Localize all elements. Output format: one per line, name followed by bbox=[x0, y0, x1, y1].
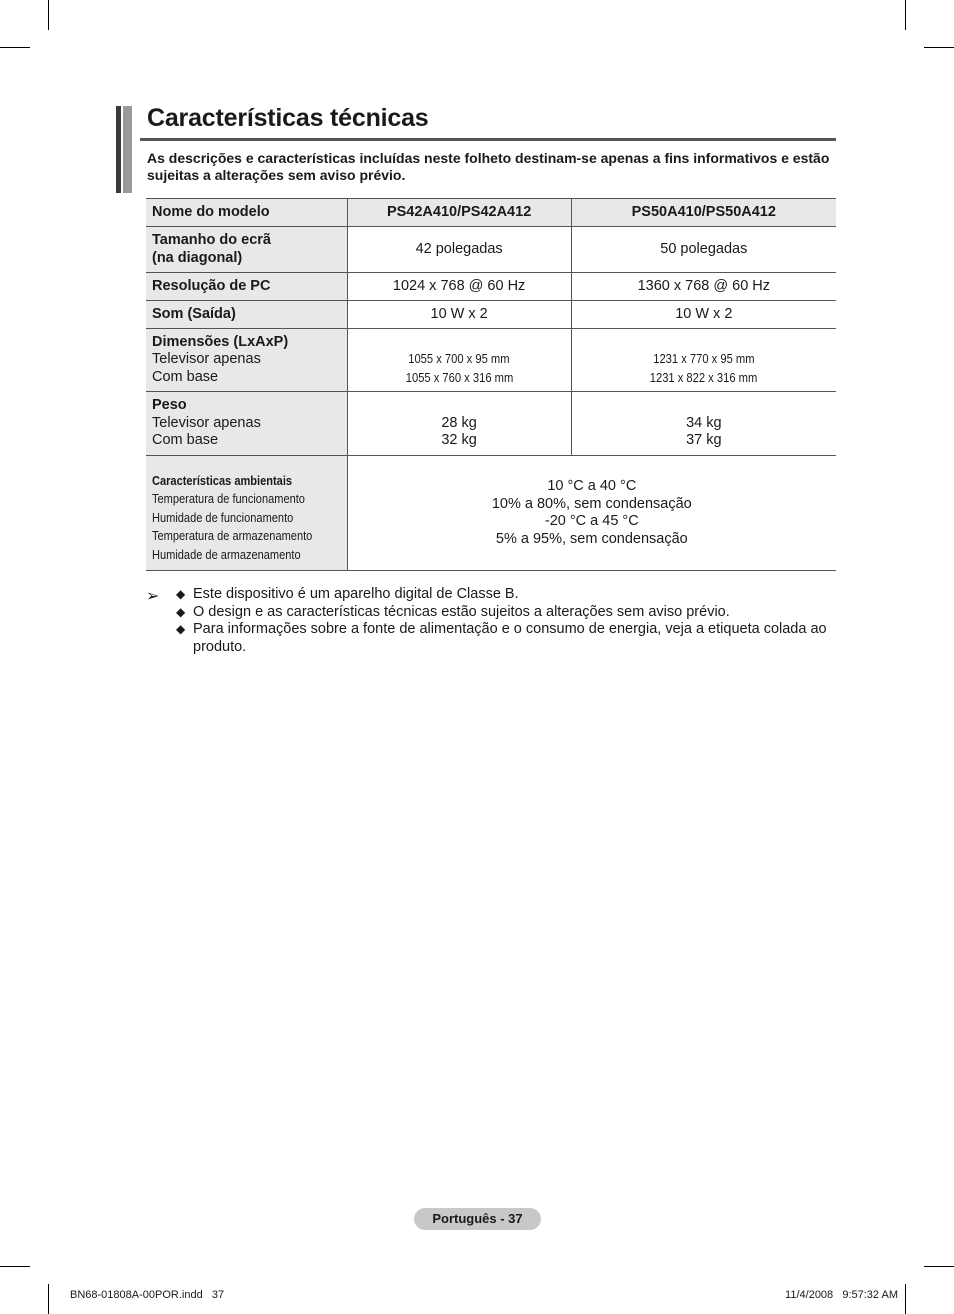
cell-value: 10 W x 2 bbox=[571, 301, 836, 329]
table-row bbox=[146, 329, 836, 392]
note-text: Para informações sobre a fonte de alimentação e o consumo de energia, veja a etiqueta colada ao produto. bbox=[193, 621, 827, 655]
cell-value bbox=[347, 392, 571, 456]
page-title: Características técnicas bbox=[147, 104, 429, 132]
row-label-title: Dimensões (LxAxP) bbox=[152, 333, 289, 350]
cell-value-line: 34 kg bbox=[686, 414, 722, 431]
row-label-sub: Com base bbox=[152, 432, 219, 449]
crop-mark bbox=[924, 47, 954, 48]
table-row bbox=[146, 273, 836, 301]
row-label-sub: Temperatura de armazenamento bbox=[152, 528, 313, 544]
crop-mark bbox=[905, 1284, 906, 1314]
table-row bbox=[146, 227, 836, 273]
note-text: Este dispositivo é um aparelho digital de Classe B. bbox=[193, 586, 519, 602]
list-item bbox=[176, 604, 836, 622]
cell-value-line: 1055 x 760 x 316 mm bbox=[405, 369, 513, 385]
diamond-bullet-icon: ◆ bbox=[176, 587, 186, 601]
arrow-icon: ➢ bbox=[146, 588, 160, 605]
row-label-sub: Temperatura de funcionamento bbox=[152, 491, 305, 507]
crop-mark bbox=[48, 1284, 49, 1314]
cell-value-line: -20 °C a 45 °C bbox=[544, 513, 639, 529]
row-label-line: Tamanho do ecrã bbox=[152, 232, 271, 248]
cell-value: 42 polegadas bbox=[347, 227, 571, 273]
diamond-bullet-icon: ◆ bbox=[176, 605, 186, 619]
cell-value-line: 28 kg bbox=[441, 414, 477, 431]
cell-value: 10 W x 2 bbox=[347, 301, 571, 329]
diamond-bullet-icon: ◆ bbox=[176, 622, 186, 636]
page-number-badge: Português - 37 bbox=[414, 1208, 541, 1230]
list-item bbox=[176, 586, 836, 604]
footer-datetime: 11/4/2008 9:57:32 AM bbox=[785, 1289, 898, 1301]
row-label bbox=[146, 329, 347, 392]
cell-value bbox=[347, 329, 571, 392]
cell-value bbox=[571, 329, 836, 392]
section-marker-light bbox=[123, 106, 132, 193]
table-row bbox=[146, 301, 836, 329]
row-label: Nome do modelo bbox=[146, 199, 347, 227]
crop-mark bbox=[48, 0, 49, 30]
table-row bbox=[146, 199, 836, 227]
row-label-sub: Televisor apenas bbox=[152, 351, 261, 368]
cell-value bbox=[571, 392, 836, 456]
crop-mark bbox=[905, 0, 906, 30]
list-item bbox=[176, 621, 836, 656]
cell-value-line: 32 kg bbox=[441, 432, 477, 449]
table-row bbox=[146, 456, 836, 571]
cell-value-line: 1231 x 822 x 316 mm bbox=[650, 369, 758, 385]
section-marker-dark bbox=[116, 106, 121, 193]
section-marker bbox=[116, 106, 132, 193]
cell-value-line: 1231 x 770 x 95 mm bbox=[653, 351, 755, 367]
crop-mark bbox=[924, 1266, 954, 1267]
row-label-sub: Com base bbox=[152, 368, 219, 385]
cell-value: 1360 x 768 @ 60 Hz bbox=[571, 273, 836, 301]
model-header-2: PS50A410/PS50A412 bbox=[571, 199, 836, 227]
row-label bbox=[146, 392, 347, 456]
specs-table bbox=[146, 198, 836, 571]
cell-value bbox=[347, 456, 836, 571]
cell-value-line: 10 °C a 40 °C bbox=[547, 478, 637, 494]
cell-value: 50 polegadas bbox=[571, 227, 836, 273]
row-label-sub: Humidade de armazenamento bbox=[152, 546, 301, 562]
cell-value: 1024 x 768 @ 60 Hz bbox=[347, 273, 571, 301]
crop-mark bbox=[0, 1266, 30, 1267]
cell-value-line: 1055 x 700 x 95 mm bbox=[408, 351, 510, 367]
row-label-title: Peso bbox=[152, 397, 187, 414]
title-rule bbox=[140, 138, 836, 141]
row-label-title: Características ambientais bbox=[152, 472, 293, 488]
cell-value-line: 37 kg bbox=[686, 432, 722, 449]
row-label: Som (Saída) bbox=[146, 301, 347, 329]
intro-text: As descrições e características incluídas neste folheto destinam-se apenas a fins informativos e estão sujeitas a alterações sem aviso prévio. bbox=[147, 150, 830, 183]
row-label-sub: Televisor apenas bbox=[152, 414, 261, 431]
row-label bbox=[146, 227, 347, 273]
note-text: O design e as características técnicas estão sujeitos a alterações sem aviso prévio. bbox=[193, 604, 730, 620]
row-label-sub: Humidade de funcionamento bbox=[152, 509, 294, 525]
cell-value-line: 5% a 95%, sem condensação bbox=[495, 530, 688, 547]
row-label bbox=[146, 456, 347, 571]
row-label-line: (na diagonal) bbox=[152, 249, 243, 266]
model-header-1: PS42A410/PS42A412 bbox=[347, 199, 571, 227]
row-label: Resolução de PC bbox=[146, 273, 347, 301]
footer-file: BN68-01808A-00POR.indd 37 bbox=[70, 1289, 225, 1301]
table-row bbox=[146, 392, 836, 456]
cell-value-line: 10% a 80%, sem condensação bbox=[491, 495, 692, 512]
crop-mark bbox=[0, 47, 30, 48]
